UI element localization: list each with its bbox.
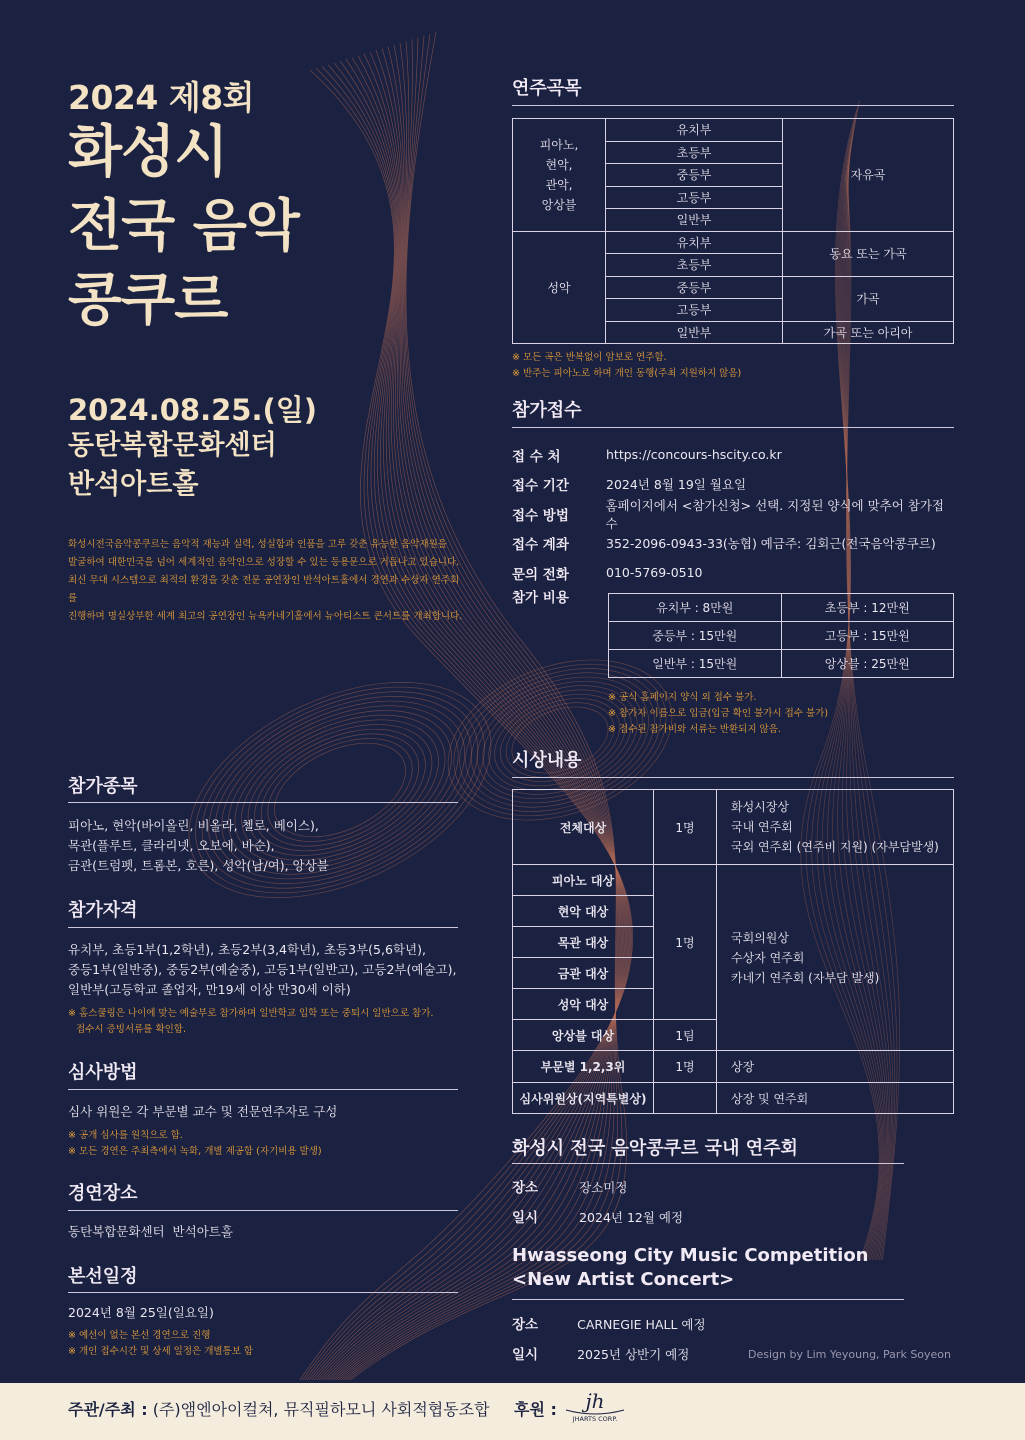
division-cell: 고등부 — [606, 186, 783, 209]
benefit-line: 수상자 연주회 — [731, 950, 805, 965]
note-line: ※ 참가자 이름으로 입금(입금 확인 불가시 접수 불가) — [608, 708, 829, 719]
fee-cell: 중등부 : 15만원 — [609, 622, 782, 650]
intl-date — [512, 1343, 689, 1363]
stage-heading: 경연장소 — [68, 1183, 138, 1204]
benefit-line: 화성시장상 — [731, 800, 789, 814]
division-cell: 유치부 — [606, 231, 783, 254]
deco-note-head — [171, 652, 508, 929]
domestic-concert-heading: 화성시 전국 음악콩쿠르 국내 연주회 — [512, 1138, 798, 1159]
note-line: 접수시 증빙서류를 확인함. — [76, 1024, 187, 1035]
fee-cell: 고등부 : 15만원 — [781, 622, 954, 650]
award-name: 금관 대상 — [513, 958, 654, 989]
row-value: 장소미정 — [579, 1180, 628, 1195]
note-line: ※ 모든 경연은 주최측에서 녹화, 개별 제공함 (자기비용 발생) — [68, 1146, 322, 1157]
award-count: 1명 — [654, 1051, 717, 1083]
piece-cell: 가곡 또는 아리아 — [783, 321, 954, 344]
deco-note-head — [163, 645, 517, 935]
intl-place — [512, 1313, 706, 1333]
division-cell: 초등부 — [606, 141, 783, 164]
divider — [68, 1292, 458, 1293]
divider — [512, 105, 954, 106]
divider — [68, 802, 458, 803]
row-value: 홈페이지에서 <참가신청> 선택. 지정된 양식에 맞추어 참가접수 — [605, 497, 944, 531]
edition-title: 2024 제8회 — [68, 78, 255, 117]
row-value: 2025년 상반기 예정 — [577, 1347, 690, 1362]
host-info — [68, 1397, 490, 1420]
divider — [68, 1210, 458, 1211]
award-count: 1명 — [654, 865, 717, 1020]
competition-title — [68, 116, 299, 338]
intro-line: 최신 무대 시스템으로 최적의 환경을 갖춘 전문 공연장인 반석아트홀에서 경연과 수상자 연주회를 — [68, 575, 460, 604]
eligibility-line: 중등1부(일반중), 중등2부(예술중), 고등1부(일반고), 고등2부(예술고), — [68, 962, 457, 977]
title-line: 화성시 — [68, 120, 228, 185]
row-label: 일시 — [512, 1210, 539, 1226]
eligibility-line: 유치부, 초등1부(1,2학년), 초등2부(3,4학년), 초등3부(5,6학년), — [68, 942, 426, 957]
award-name: 앙상블 대상 — [513, 1020, 654, 1051]
row-label: 일시 — [512, 1347, 539, 1363]
title-line: 전국 음악 — [68, 194, 299, 259]
finals-text: 2024년 8월 25일(일요일) — [68, 1305, 214, 1320]
stage-text: 동탄복합문화센터 반석아트홀 — [68, 1224, 233, 1239]
finals-notes — [68, 1328, 253, 1360]
domestic-date — [512, 1206, 683, 1226]
intro-line: 발굴하여 대한민국을 넘어 세계적인 음악인으로 성장할 수 있는 등용문으로 거듭나고 있습니다. — [68, 557, 460, 568]
row-label: 장소 — [512, 1180, 539, 1196]
row-label: 접 수 처 — [512, 448, 561, 465]
fee-cell: 초등부 : 12만원 — [781, 594, 954, 622]
award-benefits — [717, 865, 954, 1051]
awards-table — [512, 789, 954, 1114]
division-cell: 유치부 — [606, 119, 783, 142]
fee-cell: 일반부 : 15만원 — [609, 650, 782, 678]
award-name: 목관 대상 — [513, 927, 654, 958]
repertoire-heading: 연주곡목 — [512, 78, 582, 99]
registration-row — [512, 558, 954, 588]
row-label: 접수 방법 — [512, 507, 569, 524]
categories-line: 피아노, 현악(바이올린, 비올라, 첼로, 베이스), — [68, 818, 319, 833]
group-label-line: 피아노, — [539, 137, 579, 152]
logo-text: JHARTS CORP. — [572, 1415, 618, 1423]
divider — [512, 1299, 904, 1300]
note-line: ※ 접수된 참가비와 서류는 반환되지 않음. — [608, 724, 781, 735]
award-benefit: 상장 — [717, 1051, 954, 1083]
divider — [512, 777, 954, 778]
fee-cell: 유치부 : 8만원 — [609, 594, 782, 622]
svg-text:jh: jh — [585, 1389, 605, 1413]
benefit-line: 국외 연주회 (연주비 지원) (자부담발생) — [731, 840, 939, 854]
repertoire-notes — [512, 350, 741, 382]
registration-row — [512, 440, 954, 470]
registration-notes — [608, 690, 828, 738]
note-line: ※ 공식 홈페이지 양식 외 접수 불가. — [608, 692, 757, 703]
venue-line: 동탄복합문화센터 — [68, 430, 277, 461]
row-value: CARNEGIE HALL 예정 — [577, 1317, 706, 1332]
eligibility-text — [68, 940, 456, 1000]
award-name: 성악 대상 — [513, 989, 654, 1020]
note-line: ※ 반주는 피아노로 하며 개인 동행(주최 지원하지 않음) — [512, 368, 742, 379]
benefit-line: 국회의원상 — [731, 930, 789, 945]
row-label: 접수 계좌 — [512, 537, 569, 554]
award-name: 심사위원상(지역특별상) — [513, 1083, 654, 1114]
judging-notes — [68, 1128, 322, 1160]
design-credit: Design by Lim Yeyoung, Park Soyeon — [748, 1348, 952, 1361]
award-benefits — [717, 790, 954, 865]
heading-line: Hwasseong City Music Competition — [512, 1245, 869, 1266]
categories-line: 금관(트럼펫, 트롬본, 호른), 성악(남/여), 앙상블 — [68, 858, 329, 873]
intl-concert-heading — [512, 1244, 869, 1292]
intro-paragraph — [68, 536, 468, 626]
registration-row — [512, 470, 954, 500]
repertoire-table — [512, 118, 954, 344]
jharts-logo — [560, 1388, 630, 1424]
deco-note-head — [187, 665, 492, 915]
group-label-line: 관악, — [545, 177, 573, 192]
row-label: 접수 기간 — [512, 478, 569, 495]
divider — [68, 1089, 458, 1090]
finals-heading: 본선일정 — [68, 1266, 138, 1287]
event-date: 2024.08.25.(일) — [68, 393, 317, 427]
intro-line: 진행하며 명실상부한 세계 최고의 공연장인 뉴욕카네기홀에서 뉴아티스트 콘서트를 개최합니다. — [68, 611, 463, 622]
deco-note-head — [496, 689, 625, 791]
heading-line: <New Artist Concert> — [512, 1269, 735, 1290]
host-label: 주관/주최 : — [68, 1400, 148, 1419]
award-count — [654, 1083, 717, 1114]
award-name: 전체대상 — [513, 790, 654, 865]
judging-heading: 심사방법 — [68, 1062, 138, 1083]
registration-heading: 참가접수 — [512, 400, 582, 421]
group-vocal: 성악 — [513, 231, 606, 344]
piece-cell: 가곡 — [783, 276, 954, 321]
fee-label: 참가 비용 — [512, 590, 569, 606]
sponsor-label: 후원 : — [514, 1400, 557, 1419]
division-cell: 중등부 — [606, 164, 783, 187]
domestic-place — [512, 1176, 627, 1196]
group-label-line: 현악, — [545, 157, 573, 172]
row-value: 2024년 12월 예정 — [579, 1210, 684, 1225]
title-line: 콩쿠르 — [68, 268, 228, 333]
division-cell: 중등부 — [606, 276, 783, 299]
registration-website-link[interactable]: https://concours-hscity.co.kr — [606, 447, 782, 463]
phone-number: 010-5769-0510 — [606, 565, 703, 581]
division-cell: 고등부 — [606, 299, 783, 322]
note-line: ※ 예선이 없는 본선 경연으로 진행 — [68, 1330, 211, 1341]
piece-cell: 자유곡 — [783, 119, 954, 232]
note-line: ※ 개인 접수시간 및 상세 일정은 개별통보 함 — [68, 1346, 254, 1357]
group-instrumental — [513, 119, 606, 232]
award-name: 피아노 대상 — [513, 865, 654, 896]
row-value: 2024년 8월 19일 월요일 — [606, 477, 747, 493]
eligibility-line: 일반부(고등학교 졸업자, 만19세 이상 만30세 이하) — [68, 982, 351, 997]
host-names: (주)앰엔아이컬쳐, 뮤직필하모니 사회적협동조합 — [152, 1400, 490, 1419]
divider — [512, 427, 954, 428]
categories-text — [68, 816, 329, 876]
group-label-line: 앙상블 — [541, 197, 577, 212]
row-value: 352-2096-0943-33(농협) 예금주: 김회근(전국음악콩쿠르) — [606, 536, 936, 552]
award-count: 1명 — [654, 790, 717, 865]
row-label: 문의 전화 — [512, 566, 569, 583]
categories-line: 목관(플루트, 클라리넷, 오보에, 바순), — [68, 838, 275, 853]
division-cell: 일반부 — [606, 321, 783, 344]
judging-text: 심사 위원은 각 부문별 교수 및 전문연주자로 구성 — [68, 1104, 338, 1119]
deco-note-head — [155, 639, 525, 942]
registration-row — [512, 499, 954, 529]
venue — [68, 426, 277, 504]
fee-table — [608, 593, 954, 678]
awards-heading: 시상내용 — [512, 750, 582, 771]
note-line: ※ 모든 곡은 반복없이 암보로 연주함. — [512, 352, 667, 363]
divider — [512, 1163, 904, 1164]
deco-note-head — [179, 658, 500, 921]
award-benefit: 상장 및 연주회 — [717, 1083, 954, 1114]
award-count: 1팀 — [654, 1020, 717, 1051]
award-name: 현악 대상 — [513, 896, 654, 927]
note-line: ※ 공개 심사를 원칙으로 함. — [68, 1130, 183, 1141]
eligibility-heading: 참가자격 — [68, 900, 138, 921]
division-cell: 초등부 — [606, 254, 783, 277]
benefit-line: 카네기 연주회 (자부담 발생) — [731, 970, 880, 985]
piece-cell: 동요 또는 가곡 — [783, 231, 954, 276]
categories-heading: 참가종목 — [68, 776, 138, 797]
intro-line: 화성시전국음악콩쿠르는 음악적 재능과 실력, 성실함과 인품을 고루 갖춘 유능한 음악재원을 — [68, 539, 447, 550]
eligibility-notes — [68, 1006, 433, 1038]
fee-cell: 앙상블 : 25만원 — [781, 650, 954, 678]
note-line: ※ 홈스쿨링은 나이에 맞는 예술부로 참가하며 일반학교 입학 또는 중퇴시 일반으로 참가. — [68, 1008, 434, 1019]
award-name: 부문별 1,2,3위 — [513, 1051, 654, 1083]
division-cell: 일반부 — [606, 209, 783, 232]
registration-rows — [512, 440, 954, 588]
registration-row — [512, 529, 954, 559]
divider — [68, 927, 458, 928]
venue-line: 반석아트홀 — [68, 469, 199, 500]
benefit-line: 국내 연주회 — [731, 820, 793, 834]
row-label: 장소 — [512, 1317, 539, 1333]
